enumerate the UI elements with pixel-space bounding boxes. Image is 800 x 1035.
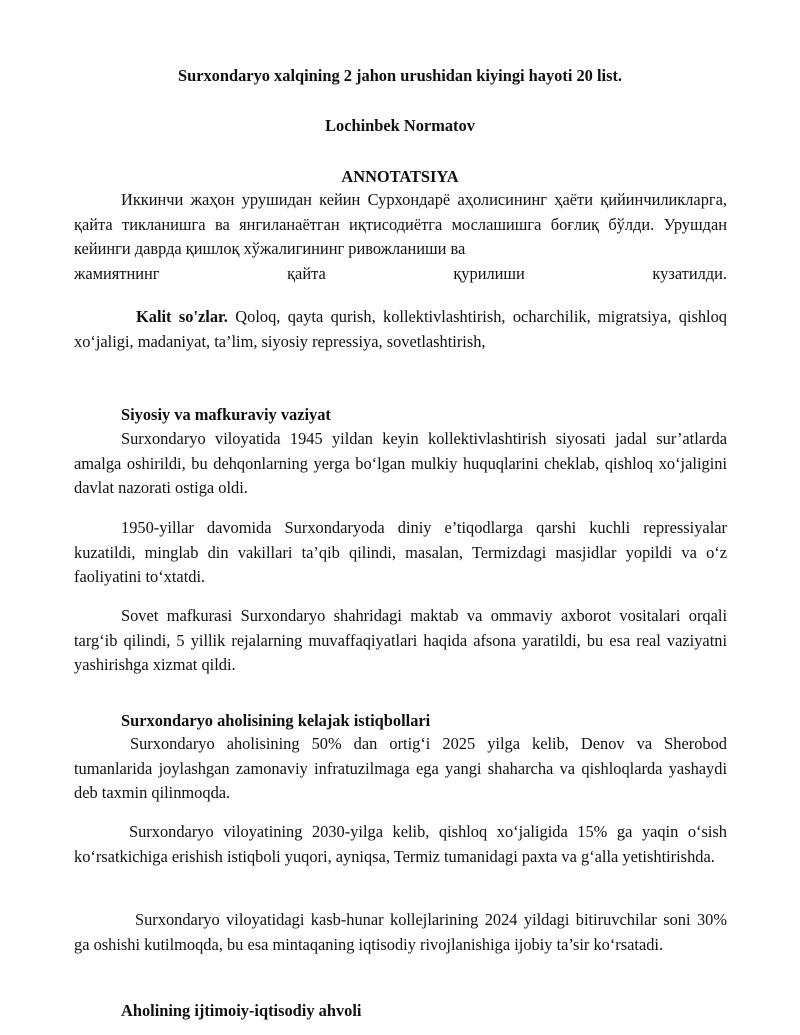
paragraph-text: 1950-yillar davomida Surxondaryoda diniy e’tiqodlarga qarshi kuchli repressiyalar kuzatildi, minglab din vakillari ta’qib qilindi, masalan, Termizdagi masjidlar yopildi va o‘z faoliyatini to‘xtatdi. <box>74 518 727 586</box>
paragraph-text: Surxondaryo viloyatida 1945 yildan keyin kollektivlashtirish siyosati jadal sur’atlarda amalga oshirildi, bu dehqonlarning yerga bo‘lgan mulkiy huquqlarini cheklab, qishloq xo‘jaligini davlat nazorati ostiga oldi. <box>74 429 727 497</box>
section-heading-socioeconomic: Aholining ijtimoiy-iqtisodiy ahvoli <box>121 1001 362 1020</box>
paragraph <box>74 820 727 869</box>
paragraph-text: Surxondaryo viloyatining 2030-yilga kelib, qishloq xo‘jaligida 15% ga yaqin o‘sish ko‘rsatkichiga erishish istiqboli yuqori, ayniqsa, Termiz tumanidagi paxta va g‘alla yetishtirishda. <box>74 822 727 866</box>
keywords-label: Kalit so'zlar. <box>136 307 228 326</box>
section-heading-prospects: Surxondaryo aholisining kelajak istiqbollari <box>121 711 431 730</box>
paragraph <box>74 908 727 957</box>
annotation-text: Иккинчи жаҳон урушидан кейин Сурхондарё аҳолисининг ҳаёти қийинчиликларга, қайта тикланишга ва янгиланаётган иқтисодиётга мослашишга боғлиқ бўлди. Урушдан кейинги даврда қишлоқ хўжалигининг ривожланиши ва <box>74 190 727 258</box>
paragraph <box>74 604 727 678</box>
annotation-last-line: жамиятнинг қайта қурилиши кузатилди. <box>74 264 727 283</box>
paragraph <box>74 732 727 806</box>
paragraph <box>74 427 727 501</box>
paragraph-text: Sovet mafkurasi Surxondaryo shahridagi maktab va ommaviy axborot vositalari orqali targ‘ib qilindi, 5 yillik rejalarning muvaffaqiyatlari haqida afsona yaratildi, bu esa real vaziyatni yashirishga xizmat qildi. <box>74 606 727 674</box>
keywords-text: Qoloq, qayta qurish, kollektivlashtirish, ocharchilik, migratsiya, qishloq xo‘jaligi, madaniyat, ta’lim, siyosiy repressiya, sovetlashtirish, <box>74 307 727 351</box>
document-title: Surxondaryo xalqining 2 jahon urushidan kiyingi hayoti 20 list. <box>177 66 623 85</box>
keywords-paragraph <box>74 305 727 354</box>
annotation-paragraph <box>74 188 727 262</box>
paragraph-text: Surxondaryo aholisining 50% dan ortig‘i 2025 yilga kelib, Denov va Sherobod tumanlarida joylashgan zamonaviy infratuzilmaga ega yangi shaharcha va qishloqlarda yashaydi deb taxmin qilinmoqda. <box>74 734 727 802</box>
section-heading-political: Siyosiy va mafkuraviy vaziyat <box>121 405 331 424</box>
author-name: Lochinbek Normatov <box>325 116 475 135</box>
annotation-heading: ANNOTATSIYA <box>341 167 459 186</box>
paragraph <box>74 516 727 590</box>
paragraph-text: Surxondaryo viloyatidagi kasb-hunar kollejlarining 2024 yildagi bitiruvchilar soni 30% ga oshishi kutilmoqda, bu esa mintaqaning iqtisodiy rivojlanishiga ijobiy ta’sir ko‘rsatadi. <box>74 910 727 954</box>
